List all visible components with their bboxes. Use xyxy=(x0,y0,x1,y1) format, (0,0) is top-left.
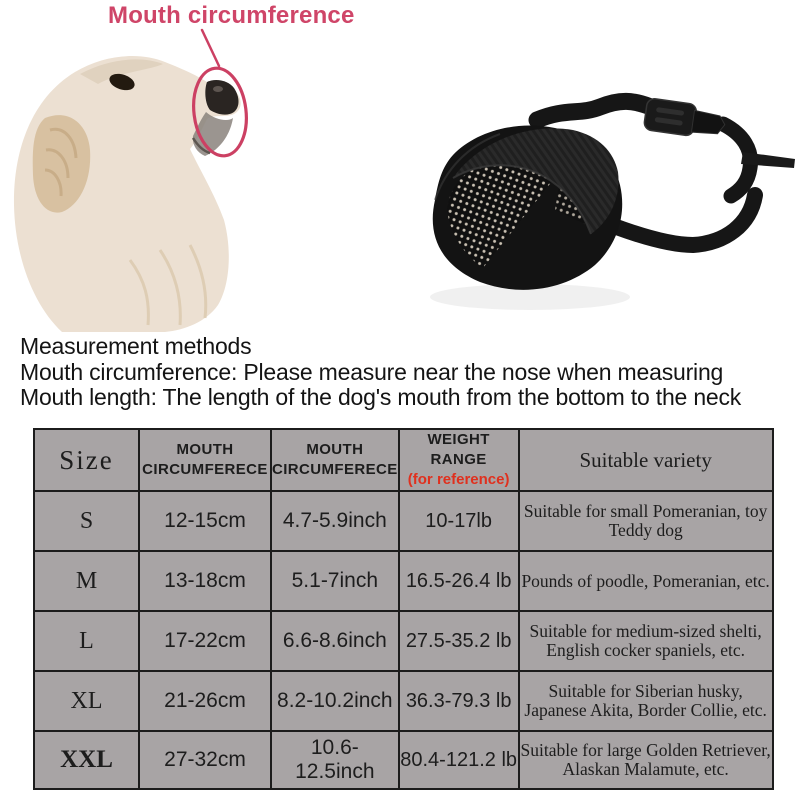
col-header-variety: Suitable variety xyxy=(519,429,773,491)
measurement-instructions xyxy=(20,334,741,411)
muzzle-buckle xyxy=(643,98,727,141)
instructions-title: Measurement methods xyxy=(20,333,252,359)
weight-reference-note: (for reference) xyxy=(407,471,510,488)
col-header-mouth-cm: MOUTH CIRCUMFERECE xyxy=(139,429,271,491)
weight-cell: 36.3-79.3 lb xyxy=(399,671,519,731)
inch-cell: 6.6-8.6inch xyxy=(271,611,399,671)
col-header-weight: WEIGHT RANGE (for reference) xyxy=(399,429,519,491)
annotation-pointer-line xyxy=(202,30,219,66)
inch-cell: 10.6-12.5inch xyxy=(271,731,399,789)
mouth-circumference-label: Mouth circumference xyxy=(108,2,355,29)
size-chart-table xyxy=(33,428,774,790)
variety-cell: Pounds of poodle, Pomeranian, etc. xyxy=(519,551,773,611)
inch-cell: 8.2-10.2inch xyxy=(271,671,399,731)
size-cell: XL xyxy=(34,671,139,731)
cm-cell: 13-18cm xyxy=(139,551,271,611)
cm-cell: 21-26cm xyxy=(139,671,271,731)
weight-cell: 10-17lb xyxy=(399,491,519,551)
size-cell: L xyxy=(34,611,139,671)
table-row-s xyxy=(34,491,773,551)
cm-cell: 27-32cm xyxy=(139,731,271,789)
variety-cell: Suitable for Siberian husky, Japanese Akita, Border Collie, etc. xyxy=(519,671,773,731)
size-cell: S xyxy=(34,491,139,551)
weight-cell: 16.5-26.4 lb xyxy=(399,551,519,611)
muzzle-product-photo xyxy=(405,60,800,325)
size-cell: XXL xyxy=(34,731,139,789)
muzzle-upper-strap xyxy=(537,101,651,120)
dog-nose xyxy=(205,80,238,115)
instruction-line-circumference: Mouth circumference: Please measure near the nose when measuring xyxy=(20,358,724,385)
variety-cell: Suitable for small Pomeranian, toy Teddy dog xyxy=(519,491,773,551)
inch-cell: 5.1-7inch xyxy=(271,551,399,611)
col-header-size: Size xyxy=(34,429,139,491)
table-row-xl xyxy=(34,671,773,731)
table-row-xxl xyxy=(34,731,773,789)
dog-nose-highlight xyxy=(213,86,223,92)
variety-cell: Suitable for medium-sized shelti, English cocker spaniels, etc. xyxy=(519,611,773,671)
weight-cell: 80.4-121.2 lb xyxy=(399,731,519,789)
col-header-mouth-inch: MOUTH CIRCUMFERECE xyxy=(271,429,399,491)
table-row-l xyxy=(34,611,773,671)
dog-head-photo xyxy=(0,0,340,335)
table-row-m xyxy=(34,551,773,611)
variety-cell: Suitable for large Golden Retriever, Alaskan Malamute, etc. xyxy=(519,731,773,789)
inch-cell: 4.7-5.9inch xyxy=(271,491,399,551)
instruction-line-length: Mouth length: The length of the dog's mouth from the bottom to the neck xyxy=(20,384,742,410)
cm-cell: 12-15cm xyxy=(139,491,271,551)
size-cell: M xyxy=(34,551,139,611)
cm-cell: 17-22cm xyxy=(139,611,271,671)
table-header-row xyxy=(34,429,773,491)
weight-cell: 27.5-35.2 lb xyxy=(399,611,519,671)
